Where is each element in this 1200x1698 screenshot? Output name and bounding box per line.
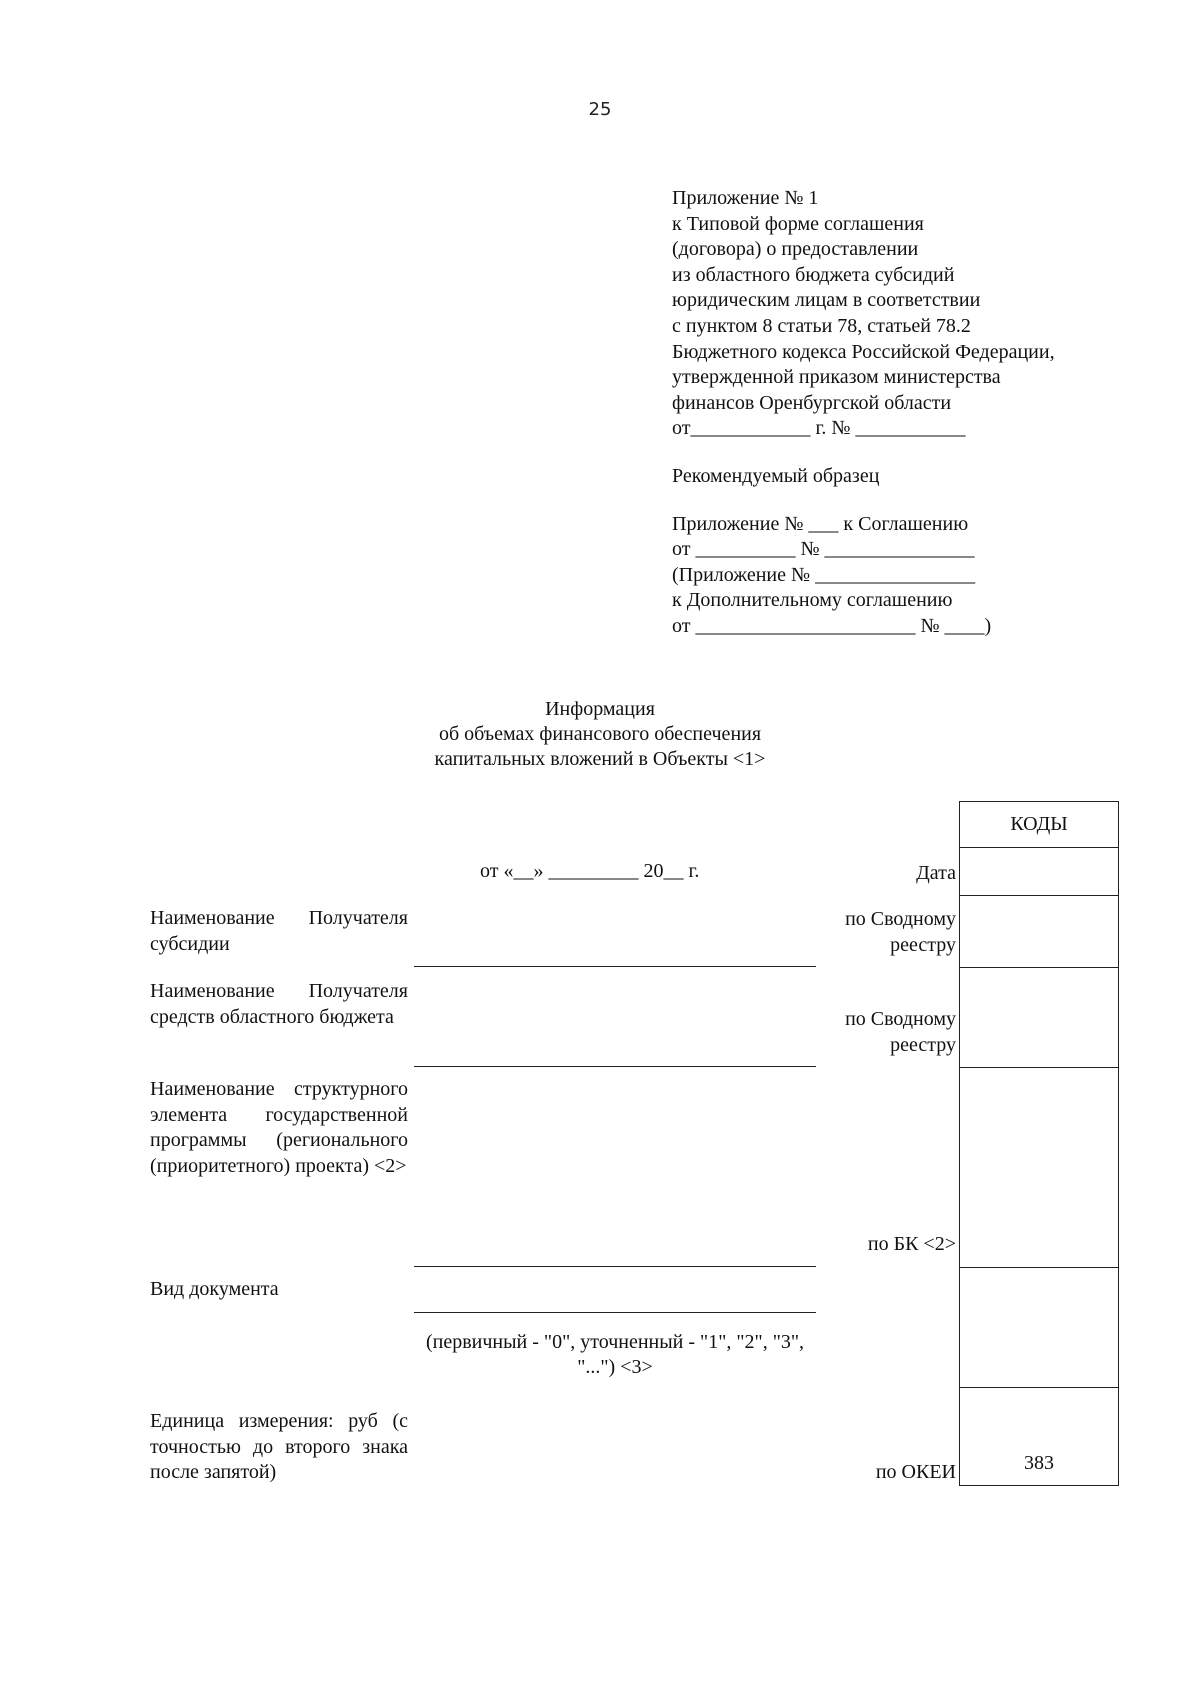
code-cell-budget-recipient[interactable]	[960, 968, 1119, 1068]
code-cell-okei	[960, 1388, 1119, 1486]
agreement-line: Приложение № ___ к Соглашению	[672, 512, 969, 535]
code-cell-doc-type[interactable]	[960, 1268, 1119, 1388]
appendix-line: Приложение № 1	[672, 187, 819, 209]
title-line: Информация	[545, 698, 655, 720]
recipient-code-label: по Сводному реестру	[845, 908, 956, 956]
unit-label: Единица измерения: руб (с точностью до второго знака после запятой)	[150, 1410, 408, 1483]
appendix-line: от____________ г. № ___________	[672, 417, 966, 440]
appendix-line: юридическим лицам в соответствии	[672, 289, 981, 312]
recommended-sample: Рекомендуемый образец	[672, 464, 880, 487]
okei-value: 383	[1024, 1452, 1054, 1474]
codes-table	[959, 801, 1119, 1486]
agreement-line: (Приложение № ________________	[672, 563, 976, 586]
date-line[interactable]: от «__» _________ 20__ г.	[480, 860, 700, 882]
appendix-line: Бюджетного кодекса Российской Федерации,	[672, 340, 1055, 363]
appendix-line: с пунктом 8 статьи 78, статьей 78.2	[672, 314, 971, 337]
doc-type-label: Вид документа	[150, 1278, 279, 1300]
title-line: об объемах финансового обеспечения	[438, 723, 762, 745]
code-cell-recipient[interactable]	[960, 896, 1119, 968]
code-cell-bk[interactable]	[960, 1068, 1119, 1268]
agreement-line: от ______________________ № ____)	[672, 614, 992, 637]
title-line: капитальных вложений в Объекты <1>	[434, 748, 766, 770]
appendix-block	[672, 186, 1132, 640]
appendix-line: финансов Оренбургской области	[672, 391, 952, 414]
budget-recipient-code-label: по Сводному реестру	[845, 1008, 956, 1056]
doc-type-note: (первичный - "0", уточненный - "1", "2", "3", "...") <3>	[425, 1331, 805, 1378]
code-cell-date[interactable]	[960, 848, 1119, 896]
form-title	[300, 697, 900, 772]
recipient-label: Наименование Получателя субсидии	[150, 907, 408, 955]
struct-element-field[interactable]	[414, 1266, 816, 1267]
date-label: Дата	[916, 862, 956, 884]
struct-element-label: Наименование структурного элемента государственной программы (регионального (приоритетного) проекта) <2>	[150, 1078, 408, 1177]
budget-recipient-label: Наименование Получателя средств областного бюджета	[150, 980, 408, 1028]
page-number: 25	[588, 99, 612, 120]
agreement-line: от __________ № _______________	[672, 538, 975, 561]
appendix-line: (договора) о предоставлении	[672, 238, 919, 261]
recipient-field[interactable]	[414, 966, 816, 967]
bk-code-label: по БК <2>	[867, 1233, 956, 1255]
doc-type-field[interactable]	[414, 1312, 816, 1313]
appendix-line: к Типовой форме соглашения	[672, 212, 924, 235]
agreement-line: к Дополнительному соглашению	[672, 589, 953, 612]
okei-label: по ОКЕИ	[875, 1461, 956, 1483]
appendix-line: утвержденной приказом министерства	[672, 366, 1001, 389]
appendix-line: из областного бюджета субсидий	[672, 263, 955, 286]
codes-header: КОДЫ	[960, 802, 1119, 848]
budget-recipient-field[interactable]	[414, 1066, 816, 1067]
